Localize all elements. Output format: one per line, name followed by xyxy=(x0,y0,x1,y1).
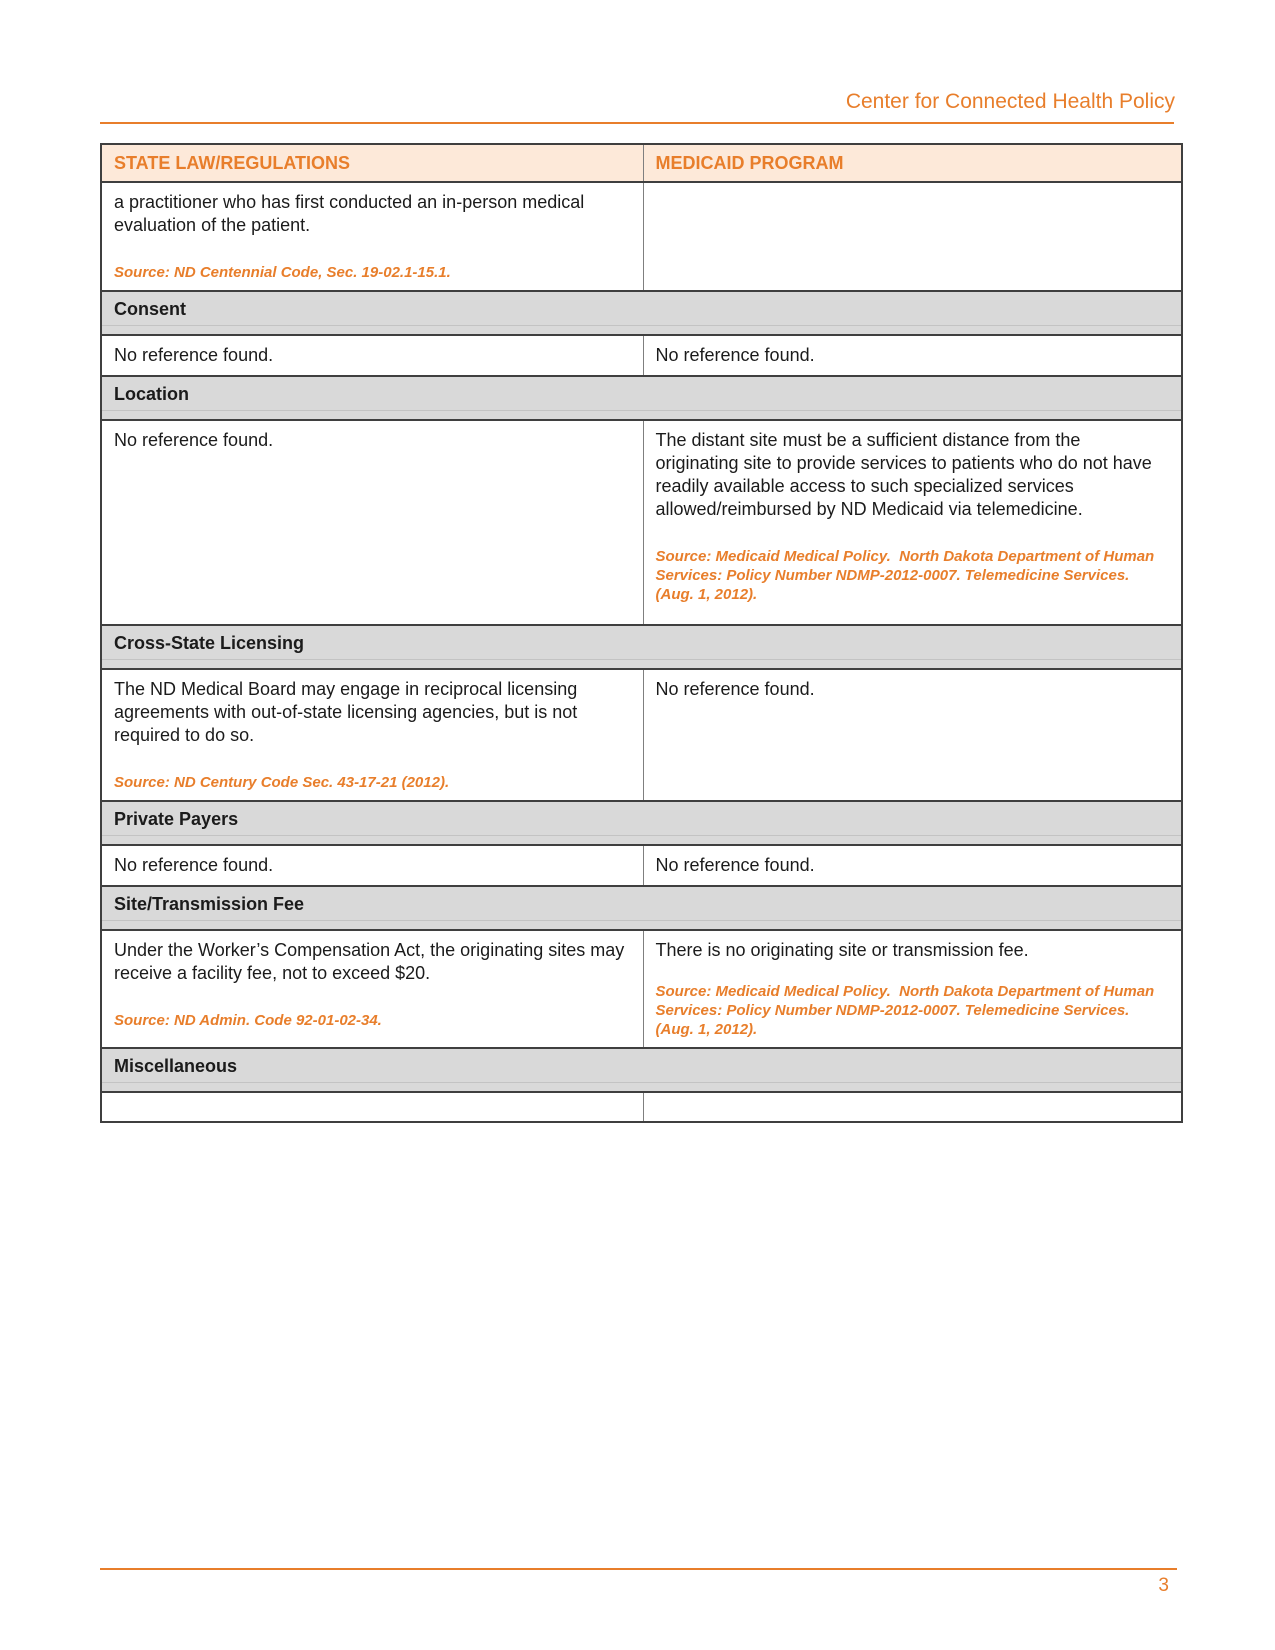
section-spacer xyxy=(102,836,1181,844)
section-header-consent xyxy=(101,291,1182,335)
cell-consent-state-law xyxy=(101,335,643,376)
cell-private-payers-medicaid xyxy=(643,845,1182,886)
section-title: Location xyxy=(102,377,1181,411)
body-text: No reference found. xyxy=(655,855,815,875)
cell-consent-medicaid xyxy=(643,335,1182,376)
section-title: Private Payers xyxy=(102,802,1181,836)
body-text: There is no originating site or transmission fee. xyxy=(655,940,1029,960)
header-title: Center for Connected Health Policy xyxy=(845,90,1175,113)
body-text: The ND Medical Board may engage in reciprocal licensing agreements with out-of-state licensing agencies, but is not required to do so. xyxy=(114,679,578,745)
page-number: 3 xyxy=(1158,1575,1169,1596)
table-row-private-payers xyxy=(101,845,1182,886)
section-header-miscellaneous xyxy=(101,1048,1182,1092)
comparison-table xyxy=(100,143,1183,1123)
column-header-state-law: STATE LAW/REGULATIONS xyxy=(101,144,643,182)
section-title: Site/Transmission Fee xyxy=(102,887,1181,921)
cell-location-medicaid xyxy=(643,420,1182,625)
section-title: Cross-State Licensing xyxy=(102,626,1181,660)
section-header-location xyxy=(101,376,1182,420)
cell-cross-state-medicaid xyxy=(643,669,1182,801)
body-text: No reference found. xyxy=(655,345,815,365)
document-header xyxy=(100,0,1181,124)
body-text: Under the Worker’s Compensation Act, the originating sites may receive a facility fee, not to exceed $20. xyxy=(114,940,625,983)
header-rule xyxy=(100,122,1174,124)
source-citation: Source: ND Admin. Code 92-01-02-34. xyxy=(114,1012,382,1029)
section-spacer xyxy=(102,411,1181,419)
page-content xyxy=(100,0,1181,1123)
section-title: Consent xyxy=(102,292,1181,326)
cell-cross-state-state-law xyxy=(101,669,643,801)
cell-miscellaneous-state-law-empty xyxy=(101,1092,643,1122)
section-title: Miscellaneous xyxy=(102,1049,1181,1083)
body-text: No reference found. xyxy=(114,345,274,365)
column-header-medicaid: MEDICAID PROGRAM xyxy=(643,144,1182,182)
section-header-cross-state-licensing xyxy=(101,625,1182,669)
section-spacer xyxy=(102,326,1181,334)
source-citation: Source: ND Centennial Code, Sec. 19-02.1-15.1. xyxy=(114,264,451,281)
footer-rule xyxy=(100,1568,1177,1570)
source-citation: Source: Medicaid Medical Policy. North Dakota Department of Human Services: Policy Number NDMP-2012-0007. Telemedicine Services. (Aug. 1, 2012). xyxy=(655,548,1159,603)
source-citation: Source: Medicaid Medical Policy. North Dakota Department of Human Services: Policy Number NDMP-2012-0007. Telemedicine Services. (Aug. 1, 2012). xyxy=(655,983,1159,1038)
body-text: No reference found. xyxy=(114,855,274,875)
table-header-row xyxy=(101,144,1182,182)
cell-intro-state-law xyxy=(101,182,643,291)
cell-location-state-law xyxy=(101,420,643,625)
table-row-location xyxy=(101,420,1182,625)
cell-private-payers-state-law xyxy=(101,845,643,886)
table-row-consent xyxy=(101,335,1182,376)
cell-site-fee-state-law xyxy=(101,930,643,1048)
cell-miscellaneous-medicaid-empty xyxy=(643,1092,1182,1122)
body-text: a practitioner who has first conducted an in-person medical evaluation of the patient. xyxy=(114,192,585,235)
section-spacer xyxy=(102,1083,1181,1091)
section-header-site-transmission-fee xyxy=(101,886,1182,930)
document-footer xyxy=(100,1568,1177,1597)
table-row-site-transmission-fee xyxy=(101,930,1182,1048)
body-text: No reference found. xyxy=(655,679,815,699)
section-header-private-payers xyxy=(101,801,1182,845)
body-text: No reference found. xyxy=(114,430,274,450)
table-row-cross-state-licensing xyxy=(101,669,1182,801)
table-row-intro xyxy=(101,182,1182,291)
table-row-miscellaneous xyxy=(101,1092,1182,1122)
source-citation: Source: ND Century Code Sec. 43-17-21 (2012). xyxy=(114,774,450,791)
body-text: The distant site must be a sufficient distance from the originating site to provide services to patients who do not have readily available access to such specialized services allowed/reimbursed by ND Medicaid via telemedicine. xyxy=(655,430,1152,519)
cell-intro-medicaid-empty xyxy=(643,182,1182,291)
section-spacer xyxy=(102,660,1181,668)
section-spacer xyxy=(102,921,1181,929)
cell-site-fee-medicaid xyxy=(643,930,1182,1048)
